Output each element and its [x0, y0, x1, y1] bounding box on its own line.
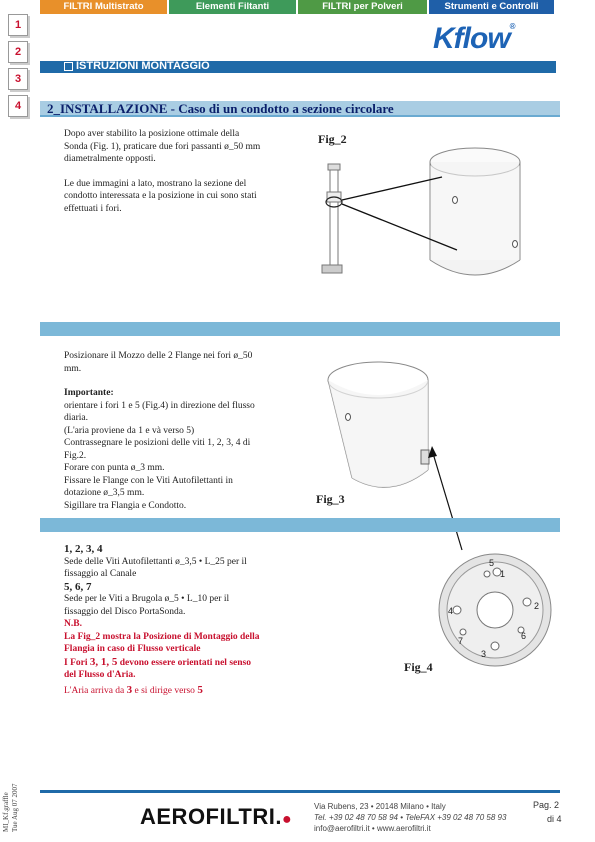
text-line: Sigillare tra Flangia e Condotto. [64, 500, 187, 511]
nb-line: Flangia in caso di Flusso verticale [64, 644, 201, 654]
side-tab-1[interactable]: 1 [8, 14, 28, 36]
flange-label-2: 2 [534, 601, 540, 611]
text-line: effettuati i fori. [64, 203, 122, 214]
flange-label-3: 3 [481, 649, 487, 659]
brand-text: AEROFILTRI. [140, 804, 282, 829]
screw-heading-1: 1, 2, 3, 4 [64, 543, 103, 555]
kflow-logo [433, 22, 515, 56]
text-line: diametralmente opposti. [64, 154, 156, 164]
fori-text: devono essere orientati nel senso [117, 657, 251, 668]
nb-line: La Fig_2 mostra la Posizione di Montaggio della [64, 631, 260, 642]
fori-numbers: 3, 1, 5 [89, 655, 118, 668]
fig2-illustration [310, 140, 550, 290]
file-stamp [2, 783, 20, 832]
text-line: fissaggio del Disco PortaSonda. [64, 606, 186, 617]
text-line: Sede per le Viti a Brugola ø_5 • L_10 per il [64, 594, 230, 604]
flange-label-1: 1 [500, 569, 506, 579]
page-title: 2_INSTALLAZIONE - Caso di un condotto a sezione circolare [47, 101, 394, 116]
aerofiltri-logo [140, 804, 292, 830]
text-line: Fig.2. [64, 450, 87, 461]
aria-text: L'Aria arriva da [64, 685, 127, 696]
text-line: condotto interessata e la posizione in cui sono stati [64, 191, 257, 201]
phone-line: Tel. +39 02 48 70 58 94 • TeleFAX +39 02 48 70 58 93 [314, 813, 507, 822]
aria-num-5: 5 [197, 683, 203, 696]
block3-text [64, 543, 304, 697]
text-line: dotazione ø_3,5 mm. [64, 488, 145, 498]
section-label: ISTRUZIONI MONTAGGIO [76, 60, 210, 72]
nb-label: N.B. [64, 619, 82, 629]
text-line: mm. [64, 363, 82, 374]
tab-filtri-polveri[interactable]: FILTRI per Polveri [298, 0, 427, 14]
page-total: di 4 [547, 814, 562, 824]
fori-text: I Fori [64, 657, 90, 668]
logo-mark: ® [509, 22, 515, 31]
arrow-icon [420, 440, 480, 560]
address-line: Via Rubens, 23 • 20148 Milano • Italy [314, 802, 446, 811]
fori-line [64, 656, 304, 670]
aria-num-3: 3 [126, 683, 133, 696]
aria-line [64, 684, 304, 698]
drop-icon: ● [281, 811, 293, 828]
aria-text: e si dirige verso [132, 685, 198, 696]
screw-heading-2: 5, 6, 7 [64, 580, 92, 593]
footer-rule [40, 790, 560, 793]
web-line[interactable]: info@aerofiltri.it • www.aerofiltri.it [314, 824, 431, 833]
fori-line-2: del Flusso d'Aria. [64, 670, 136, 680]
flange-label-4: 4 [448, 606, 454, 616]
section-bullet-icon [64, 62, 73, 71]
text-line: diaria. [64, 413, 89, 423]
page-number: Pag. 2 [533, 800, 560, 810]
section-divider [40, 322, 560, 336]
flange-label-7: 7 [458, 636, 464, 646]
text-line: Sede delle Viti Autofilettanti ø_3,5 • L_25 per il [64, 556, 247, 567]
side-tab-2[interactable]: 2 [8, 41, 28, 63]
section-divider [40, 518, 560, 532]
text-line: Forare con punta ø_3 mm. [64, 463, 165, 473]
fig2-label: Fig_2 [318, 132, 347, 146]
text-line: Sonda (Fig. 1), praticare due fori passanti ø_50 mm [64, 141, 261, 152]
block1-text [64, 128, 304, 215]
flange-label-6: 6 [521, 631, 527, 641]
text-line: orientare i fori 1 e 5 (Fig.4) in direzione del flusso [64, 400, 255, 411]
text-line: Fissare le Flange con le Viti Autofilettanti in [64, 475, 233, 486]
file-date: Tue Aug 07 2007 [11, 783, 19, 832]
side-tab-3[interactable]: 3 [8, 68, 28, 90]
flange-label-5: 5 [489, 558, 495, 568]
block2-text [64, 350, 284, 512]
text-line: (L'aria proviene da 1 e và verso 5) [64, 425, 195, 436]
text-line: Le due immagini a lato, mostrano la sezione del [64, 178, 247, 189]
fig4-label: Fig_4 [404, 660, 433, 674]
logo-text: Kflow [433, 22, 510, 55]
text-line: Dopo aver stabilito la posizione ottimale della [64, 129, 240, 139]
tab-elementi-filtanti[interactable]: Elementi Filtanti [169, 0, 296, 14]
tab-filtri-multistrato[interactable]: FILTRI Multistrato [40, 0, 167, 14]
fig3-label: Fig_3 [316, 492, 345, 506]
text-line: Posizionare il Mozzo delle 2 Flange nei fori ø_50 [64, 351, 253, 361]
important-label: Importante: [64, 388, 114, 398]
file-name: MI_Kf.graffle [2, 792, 10, 832]
text-line: Contrassegnare le posizioni delle viti 1, 2, 3, 4 di [64, 438, 251, 448]
text-line: fissaggio al Canale [64, 569, 137, 579]
side-tab-4[interactable]: 4 [8, 95, 28, 117]
tab-strumenti-controlli[interactable]: Strumenti e Controlli [429, 0, 554, 14]
